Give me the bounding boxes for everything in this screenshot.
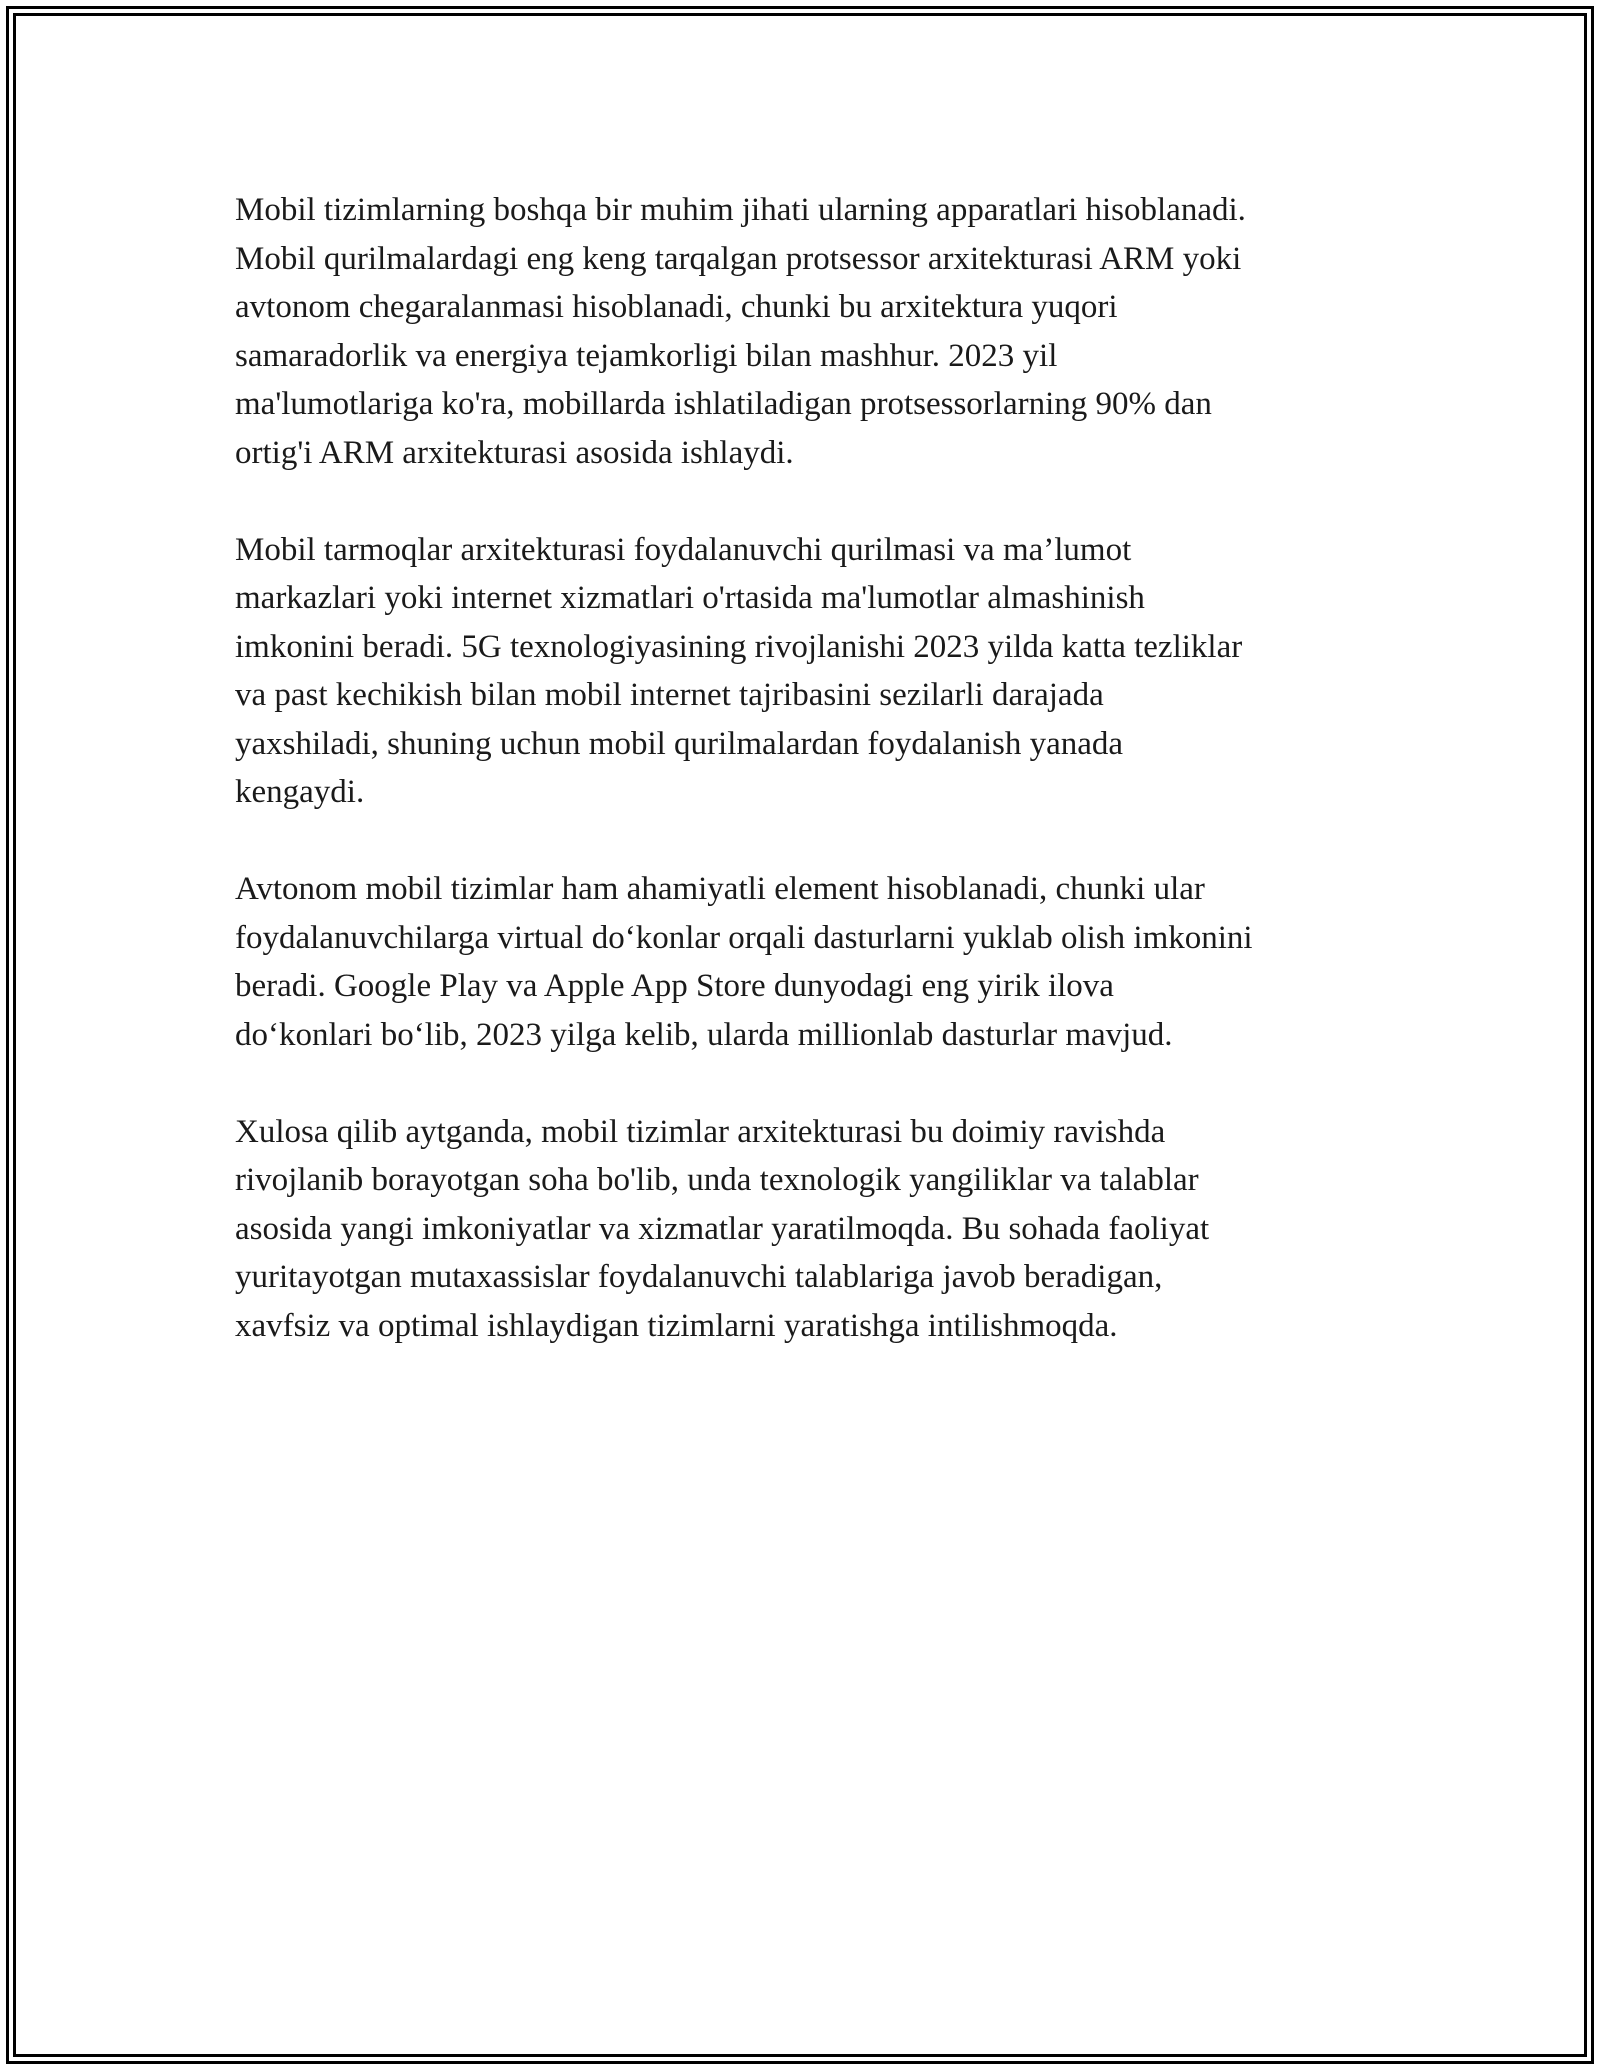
text-line: kengaydi. <box>235 774 365 810</box>
text-line: ma'lumotlariga ko'ra, mobillarda ishlatiladigan protsessorlarning 90% dan <box>235 386 1212 422</box>
text-line: va past kechikish bilan mobil internet tajribasini sezilarli darajada <box>235 677 1104 713</box>
text-line: ortig'i ARM arxitekturasi asosida ishlaydi. <box>235 434 794 471</box>
paragraph-hardware <box>235 186 1415 477</box>
text-line: yuritayotgan mutaxassislar foydalanuvchi talablariga javob beradigan, <box>235 1259 1163 1295</box>
text-line: markazlari yoki internet xizmatlari o'rtasida ma'lumotlar almashinish <box>235 580 1145 616</box>
document-body <box>235 186 1415 1399</box>
text-line: Mobil tizimlarning boshqa bir muhim jihati ularning apparatlari hisoblanadi. <box>235 192 1246 228</box>
text-line: Mobil tarmoqlar arxitekturasi foydalanuvchi qurilmasi va ma’lumot <box>235 531 1132 568</box>
text-line: imkonini beradi. 5G texnologiyasining rivojlanishi 2023 yilda katta tezliklar <box>235 628 1243 665</box>
paragraph-app-stores <box>235 865 1415 1059</box>
paragraph-networks <box>235 526 1415 817</box>
text-line: foydalanuvchilarga virtual do‘konlar orqali dasturlarni yuklab olish imkonini <box>235 919 1253 956</box>
paragraph-conclusion <box>235 1108 1415 1351</box>
text-line: Avtonom mobil tizimlar ham ahamiyatli element hisoblanadi, chunki ular <box>235 871 1205 907</box>
text-line: Mobil qurilmalardagi eng keng tarqalgan protsessor arxitekturasi ARM yoki <box>235 240 1242 277</box>
text-line: beradi. Google Play va Apple App Store dunyodagi eng yirik ilova <box>235 968 1114 1004</box>
text-line: xavfsiz va optimal ishlaydigan tizimlarni yaratishga intilishmoqda. <box>235 1307 1118 1344</box>
text-line: do‘konlari bo‘lib, 2023 yilga kelib, ularda millionlab dasturlar mavjud. <box>235 1016 1173 1053</box>
text-line: Xulosa qilib aytganda, mobil tizimlar arxitekturasi bu doimiy ravishda <box>235 1113 1166 1150</box>
text-line: yaxshiladi, shuning uchun mobil qurilmalardan foydalanish yanada <box>235 725 1124 762</box>
text-line: rivojlanib borayotgan soha bo'lib, unda texnologik yangiliklar va talablar <box>235 1162 1199 1198</box>
text-line: asosida yangi imkoniyatlar va xizmatlar yaratilmoqda. Bu sohada faoliyat <box>235 1210 1210 1247</box>
text-line: samaradorlik va energiya tejamkorligi bilan mashhur. 2023 yil <box>235 337 1058 374</box>
text-line: avtonom chegaralanmasi hisoblanadi, chunki bu arxitektura yuqori <box>235 289 1118 325</box>
